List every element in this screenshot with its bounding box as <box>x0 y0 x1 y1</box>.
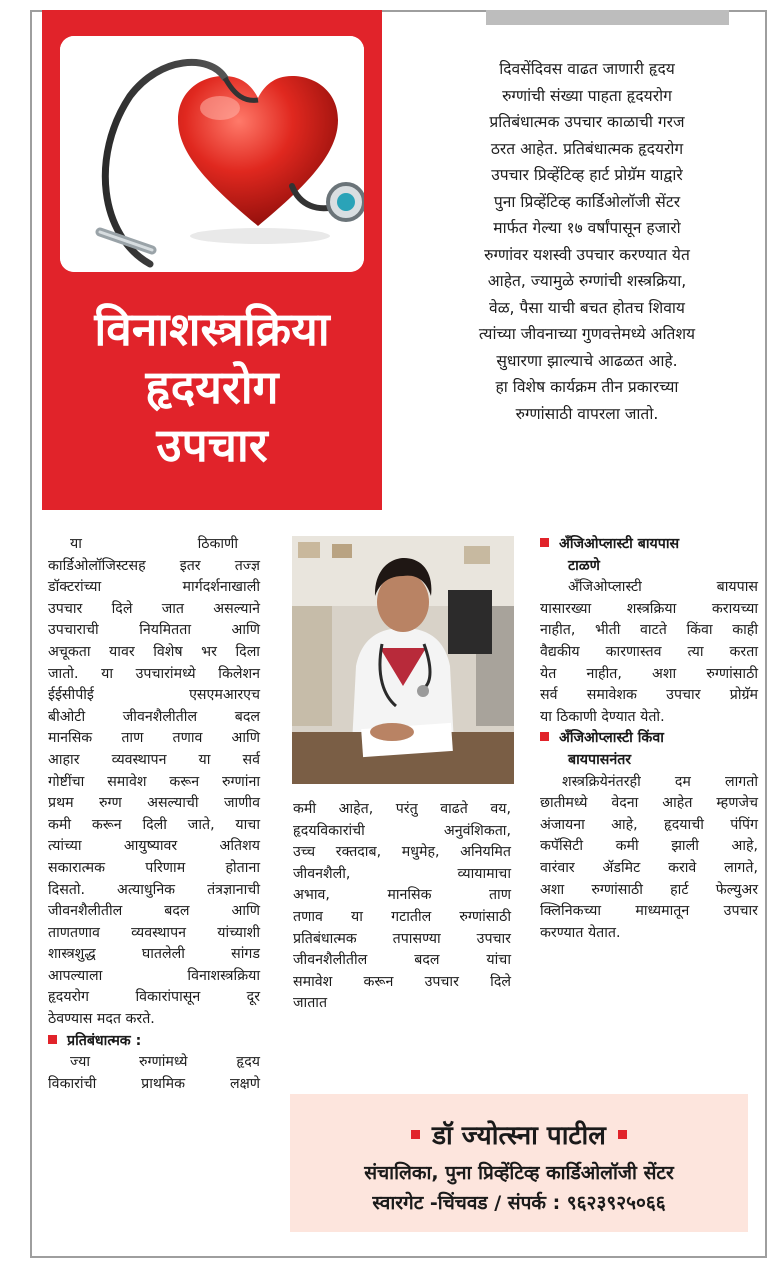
column-line: ताणतणाव व्यवस्थापन यांच्याशी <box>48 924 260 941</box>
column-line: डॉक्टरांच्या मार्गदर्शनाखाली <box>48 579 260 596</box>
doctor-photo <box>292 536 514 784</box>
column-line: सकारात्मक परिणाम होताना <box>48 859 260 876</box>
intro-line: उपचार प्रिव्हेंटिव्ह हार्ट प्रोग्रॅम याद्वारे <box>491 166 683 184</box>
intro-line: सुधारणा झाल्याचे आढळत आहे. <box>496 351 678 370</box>
column-line: कपॅसिटी कमी झाली आहे, <box>540 838 758 855</box>
intro-line: वेळ, पैसा याची बचत होतच शिवाय <box>489 298 685 317</box>
column-line: छातीमध्ये वेदना आहेत म्हणजेच <box>540 795 758 812</box>
intro-paragraph <box>418 56 756 427</box>
column-line: अँजिओप्लास्टी बायपास <box>568 579 758 596</box>
headline-line-2: हृदयरोग <box>145 360 279 414</box>
column-line: ज्या रुग्णांमध्ये हृदय <box>70 1054 260 1071</box>
contact-phone: स्वारगेट -चिंचवड / संपर्क : ९६२३९२५०६६ <box>372 1192 666 1214</box>
intro-line: पुना प्रिव्हेंटिव्ह कार्डिओलॉजी सेंटर <box>493 192 681 211</box>
column-line: अभाव, मानसिक ताण <box>293 887 511 904</box>
column-line: आहार व्यवस्थापन या सर्व <box>48 751 260 768</box>
intro-line: रुग्णांवर यशस्वी उपचार करण्यात येत <box>484 245 690 264</box>
subheading-text-cont: टाळणे <box>568 557 600 574</box>
column-line: मानसिक ताण तणाव आणि <box>48 730 260 747</box>
column-line: जीवनशैलीतील बदल आणि <box>48 903 260 920</box>
article-column-1 <box>48 534 260 1095</box>
column-line: गोष्टींचा समावेश करून रुग्णांना <box>48 773 260 790</box>
column-line: हृदयरोग विकारांपासून दूर <box>48 989 260 1006</box>
column-line: कमी करून दिली जाते, याचा <box>48 816 260 833</box>
subheading-after-angioplasty <box>540 728 758 750</box>
doctor-name <box>290 1116 748 1152</box>
column-line: शस्त्रक्रियेनंतरही दम लागतो <box>562 773 758 790</box>
column-line: येत नाहीत, अशा रुग्णांसाठी <box>540 665 758 682</box>
contact-designation: संचालिका, पुना प्रिव्हेंटिव्ह कार्डिओलॉजी सेंटर <box>364 1162 674 1184</box>
subheading-preventive <box>48 1031 260 1053</box>
article-column-2 <box>293 799 511 1015</box>
column-line: वारंवार ॲडमिट करावे लागते, <box>540 859 758 876</box>
subheading-text: अँजिओप्लास्टी किंवा <box>559 730 664 747</box>
intro-line: मार्फत गेल्या १७ वर्षांपासून हजारो <box>493 219 681 237</box>
column-line: विकारांची प्राथमिक लक्षणे <box>48 1075 260 1092</box>
subheading-text-cont: बायपासनंतर <box>568 751 632 768</box>
intro-line: ठरत आहेत. प्रतिबंधात्मक हृदयरोग <box>490 139 684 158</box>
doctor-portrait-icon <box>292 536 514 784</box>
column-line: कार्डिओलॉजिस्टसह इतर तज्ज्ञ <box>48 557 260 574</box>
column-line: ठेवण्यास मदत करते. <box>48 1011 155 1028</box>
column-line: अशा रुग्णांसाठी हार्ट फेल्युअर <box>540 881 758 898</box>
column-line: बीओटी जीवनशैलीतील बदल <box>48 708 260 725</box>
column-line: नाहीत, भीती वाटते किंवा काही <box>540 622 758 639</box>
column-line: करण्यात येतात. <box>540 924 621 941</box>
column-line: उपचार दिले जात असल्याने <box>48 600 260 617</box>
intro-line: प्रतिबंधात्मक उपचार काळाची गरज <box>489 113 685 131</box>
bullet-icon <box>540 538 549 547</box>
column-line: दिसतो. अत्याधुनिक तंत्रज्ञानाची <box>48 881 260 898</box>
column-line: हृदयविकारांची अनुवंशिकता, <box>293 822 511 839</box>
headline-line-1: विनाशस्त्रक्रिया <box>94 302 330 356</box>
column-line: यासारख्या शस्त्रक्रिया करायच्या <box>540 600 758 617</box>
bullet-icon <box>411 1130 420 1139</box>
subheading-text: प्रतिबंधात्मक : <box>67 1032 142 1049</box>
subheading-text: अँजिओप्लास्टी बायपास <box>559 536 680 552</box>
column-line: क्लिनिकच्या माध्यमातून उपचार <box>540 903 758 920</box>
column-line: आपल्याला विनाशस्त्रक्रिया <box>48 967 260 984</box>
column-line: समावेश करून उपचार दिले <box>293 973 511 990</box>
article-column-3 <box>540 534 758 944</box>
column-line: प्रतिबंधात्मक तपासण्या उपचार <box>293 930 511 947</box>
bullet-icon <box>48 1035 57 1044</box>
column-line: कमी आहेत, परंतु वाढते वय, <box>293 801 511 817</box>
contact-box <box>290 1094 748 1232</box>
column-line: त्यांच्या आयुष्यावर अतिशय <box>48 838 260 855</box>
headline <box>42 300 382 474</box>
intro-line: रुग्णांसाठी वापरला जातो. <box>515 404 659 423</box>
intro-line: दिवसेंदिवस वाढत जाणारी हृदय <box>499 60 675 78</box>
intro-line: रुग्णांची संख्या पाहता हृदयरोग <box>502 86 672 105</box>
column-line: सर्व समावेशक उपचार प्रोग्रॅम <box>540 687 758 704</box>
column-line: जातात <box>293 995 328 1012</box>
column-line: जीवनशैलीतील बदल यांचा <box>293 952 511 969</box>
column-line: अंजायना आहे, हृदयाची पंपिंग <box>540 816 758 833</box>
doctor-name-text: डॉ ज्योत्स्ना पाटील <box>432 1121 606 1151</box>
intro-line: हा विशेष कार्यक्रम तीन प्रकारच्या <box>495 378 679 396</box>
column-line: या ठिकाणी <box>70 536 238 552</box>
column-line: उच्च रक्तदाब, मधुमेह, अनियमित <box>293 844 511 861</box>
intro-line: आहेत, ज्यामुळे रुग्णांची शस्त्रक्रिया, <box>487 272 687 290</box>
bullet-icon <box>618 1130 627 1139</box>
column-line: उपचाराची नियमितता आणि <box>48 622 260 639</box>
intro-line: त्यांच्या जीवनाच्या गुणवत्तेमध्ये अतिशय <box>478 325 696 343</box>
column-line: ईईसीपीई एसएमआरएच <box>48 687 260 704</box>
headline-line-3: उपचार <box>156 418 268 472</box>
column-line: अचूकता यावर विशेष भर दिला <box>48 643 260 660</box>
column-line: जीवनशैली, व्यायामाचा <box>293 865 511 882</box>
column-line: जातो. या उपचारांमध्ये किलेशन <box>48 665 260 682</box>
column-line: शास्त्रशुद्ध घातलेली सांगड <box>48 946 260 963</box>
heart-stethoscope-illustration <box>60 36 364 272</box>
column-line: या ठिकाणी देण्यात येतो. <box>540 708 665 725</box>
subheading-avoid-angioplasty <box>540 534 758 556</box>
column-line: तणाव या गटातील रुग्णांसाठी <box>293 908 511 925</box>
heart-icon <box>60 36 364 272</box>
column-line: वैद्यकीय कारणास्तव त्या करता <box>540 643 758 660</box>
top-grey-strip <box>486 10 729 25</box>
bullet-icon <box>540 732 549 741</box>
column-line: प्रथम रुग्ण असल्याची जाणीव <box>48 795 260 812</box>
